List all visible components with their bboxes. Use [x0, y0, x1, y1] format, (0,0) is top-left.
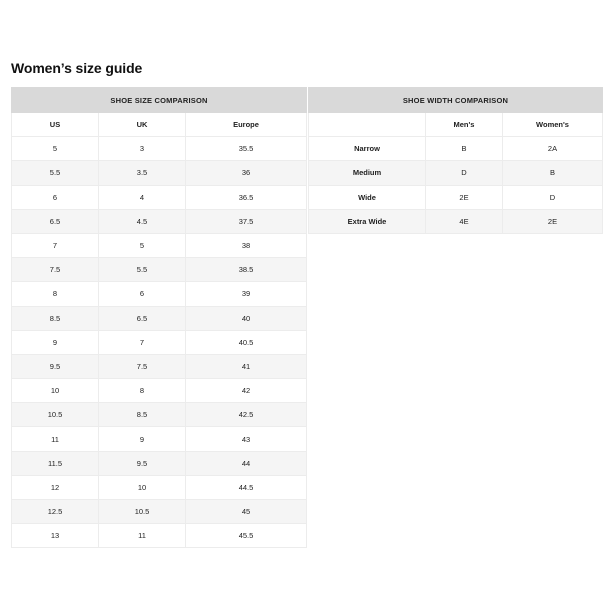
table-cell: 11.5 — [12, 451, 99, 475]
table-cell: 11 — [99, 524, 186, 548]
table-cell: B — [503, 161, 603, 185]
size-table-row — [12, 137, 307, 161]
table-cell: 37.5 — [186, 209, 307, 233]
column-header-mens: Men's — [426, 113, 503, 137]
size-table-row — [12, 209, 307, 233]
column-header-womens: Women's — [503, 113, 603, 137]
table-cell: 8.5 — [12, 306, 99, 330]
table-cell: 10 — [12, 379, 99, 403]
width-table-row — [309, 185, 603, 209]
width-table-row — [309, 161, 603, 185]
size-table-row — [12, 451, 307, 475]
table-cell: 12 — [12, 475, 99, 499]
size-table-row — [12, 354, 307, 378]
table-cell: D — [503, 185, 603, 209]
table-cell: 36.5 — [186, 185, 307, 209]
size-table-header: SHOE SIZE COMPARISON — [12, 88, 307, 113]
table-cell: 6.5 — [12, 209, 99, 233]
table-cell: B — [426, 137, 503, 161]
table-cell: 7 — [12, 233, 99, 257]
table-cell: 11 — [12, 427, 99, 451]
column-header-europe: Europe — [186, 113, 307, 137]
size-table-row — [12, 161, 307, 185]
table-cell: 5.5 — [99, 258, 186, 282]
table-cell: 38 — [186, 233, 307, 257]
table-cell: 42 — [186, 379, 307, 403]
size-table-row — [12, 330, 307, 354]
table-cell: 8 — [12, 282, 99, 306]
table-cell: 13 — [12, 524, 99, 548]
table-cell: 43 — [186, 427, 307, 451]
column-header-us: US — [12, 113, 99, 137]
table-cell: 45.5 — [186, 524, 307, 548]
table-cell: 39 — [186, 282, 307, 306]
page-title: Women’s size guide — [11, 60, 143, 76]
width-table-row — [309, 137, 603, 161]
table-cell: 6.5 — [99, 306, 186, 330]
table-cell: 2E — [503, 209, 603, 233]
table-cell: 35.5 — [186, 137, 307, 161]
width-table-header: SHOE WIDTH COMPARISON — [309, 88, 603, 113]
size-table-row — [12, 233, 307, 257]
table-cell: 7.5 — [99, 354, 186, 378]
size-table-row — [12, 282, 307, 306]
size-table-row — [12, 258, 307, 282]
table-cell: 7.5 — [12, 258, 99, 282]
table-cell: 2A — [503, 137, 603, 161]
table-cell: Wide — [309, 185, 426, 209]
size-table-row — [12, 403, 307, 427]
table-cell: 6 — [12, 185, 99, 209]
table-cell: 40 — [186, 306, 307, 330]
table-cell: 3.5 — [99, 161, 186, 185]
size-table-row — [12, 500, 307, 524]
table-cell: Extra Wide — [309, 209, 426, 233]
table-cell: 5 — [99, 233, 186, 257]
table-cell: Medium — [309, 161, 426, 185]
size-table-row — [12, 475, 307, 499]
table-cell: 6 — [99, 282, 186, 306]
table-cell: 8 — [99, 379, 186, 403]
table-cell: 2E — [426, 185, 503, 209]
size-table-row — [12, 185, 307, 209]
table-cell: 5 — [12, 137, 99, 161]
table-cell: 10.5 — [99, 500, 186, 524]
size-table-row — [12, 524, 307, 548]
size-table-row — [12, 379, 307, 403]
shoe-width-comparison-table — [308, 87, 603, 234]
column-header-uk: UK — [99, 113, 186, 137]
table-cell: 8.5 — [99, 403, 186, 427]
table-cell: 7 — [99, 330, 186, 354]
table-cell: 4.5 — [99, 209, 186, 233]
table-cell: Narrow — [309, 137, 426, 161]
table-cell: 42.5 — [186, 403, 307, 427]
table-cell: 36 — [186, 161, 307, 185]
table-cell: 44 — [186, 451, 307, 475]
table-cell: 38.5 — [186, 258, 307, 282]
width-table-row — [309, 209, 603, 233]
table-cell: D — [426, 161, 503, 185]
column-header-width — [309, 113, 426, 137]
table-cell: 9 — [99, 427, 186, 451]
table-cell: 9.5 — [12, 354, 99, 378]
table-cell: 4 — [99, 185, 186, 209]
table-cell: 44.5 — [186, 475, 307, 499]
table-cell: 4E — [426, 209, 503, 233]
table-cell: 5.5 — [12, 161, 99, 185]
table-cell: 12.5 — [12, 500, 99, 524]
table-cell: 9 — [12, 330, 99, 354]
table-cell: 45 — [186, 500, 307, 524]
shoe-size-comparison-table — [11, 87, 307, 548]
table-cell: 9.5 — [99, 451, 186, 475]
table-cell: 10 — [99, 475, 186, 499]
table-cell: 41 — [186, 354, 307, 378]
size-table-row — [12, 306, 307, 330]
size-table-row — [12, 427, 307, 451]
table-cell: 3 — [99, 137, 186, 161]
table-cell: 10.5 — [12, 403, 99, 427]
table-cell: 40.5 — [186, 330, 307, 354]
